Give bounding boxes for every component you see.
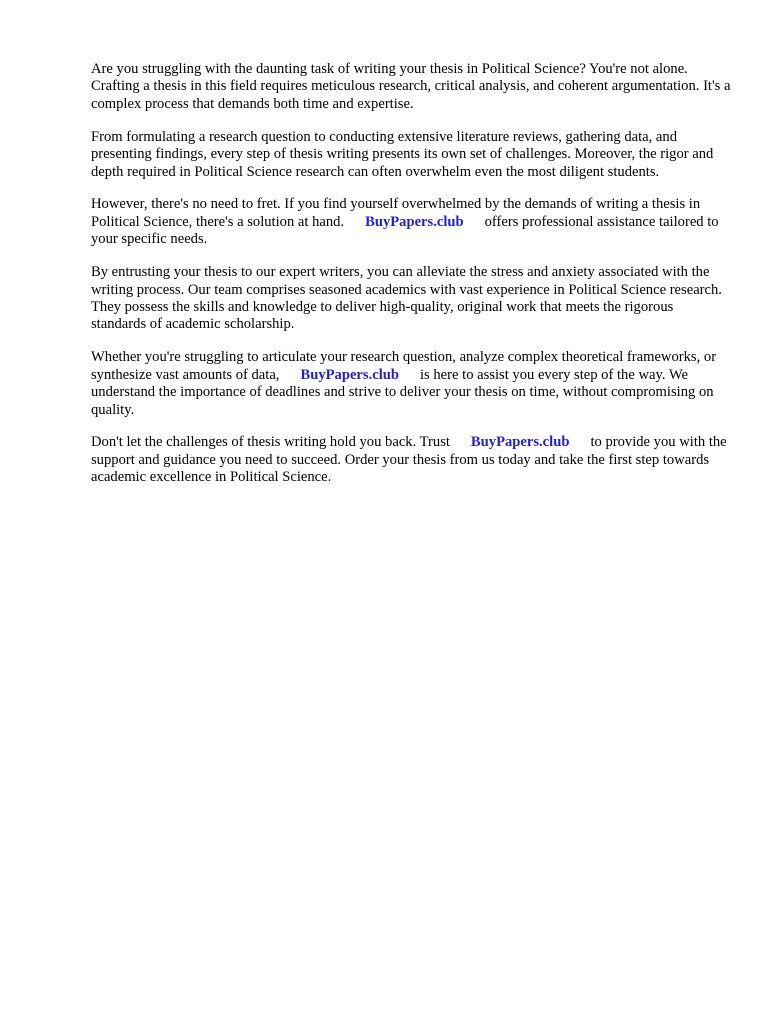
paragraph-closing	[91, 434, 731, 486]
paragraph-assist-after: is here to assist you every step of the way. We understand the importance of deadlines and strive to deliver your thesis on time, without compromising on quality.	[91, 366, 714, 418]
buypapers-link[interactable]: BuyPapers.club	[365, 213, 464, 230]
paragraph-writers: By entrusting your thesis to our expert writers, you can alleviate the stress and anxiety associated with the writing process. Our team comprises seasoned academics with vast experience in Political Science research. They possess the skills and knowledge to deliver high-quality, original work that meets the rigorous standards of academic scholarship.	[91, 264, 722, 333]
paragraph-assist-before: Whether you're struggling to articulate your research question, analyze complex theoretical frameworks, or synthesize vast amounts of data,	[91, 349, 717, 383]
paragraph-assist	[91, 349, 731, 419]
paragraph-closing-before: Don't let the challenges of thesis writing hold you back. Trust	[91, 434, 450, 451]
buypapers-link[interactable]: BuyPapers.club	[470, 434, 570, 451]
paragraph-closing-after: to provide you with the support and guidance you need to succeed. Order your thesis from us today and take the first step towards academic excellence in Political Science.	[91, 434, 727, 486]
paragraph-intro: Are you struggling with the daunting task of writing your thesis in Political Science? You're not alone. Crafting a thesis in this field requires meticulous research, critical analysis, and coherent argumentation. It's a complex process that demands both time and expertise.	[91, 61, 731, 112]
buypapers-link[interactable]: BuyPapers.club	[300, 366, 399, 383]
paragraph-solution-before: However, there's no need to fret. If you find yourself overwhelmed by the demands of writing a thesis in Political Science, there's a solution at hand.	[91, 196, 701, 230]
paragraph-challenges: From formulating a research question to conducting extensive literature reviews, gathering data, and presenting findings, every step of thesis writing presents its own set of challenges. Moreover, the rigor and depth required in Political Science research can often overwhelm even the most diligent students.	[91, 128, 714, 180]
paragraph-solution-after: offers professional assistance tailored to your specific needs.	[91, 213, 719, 248]
paragraph-solution	[91, 196, 731, 248]
document-body	[91, 61, 731, 502]
